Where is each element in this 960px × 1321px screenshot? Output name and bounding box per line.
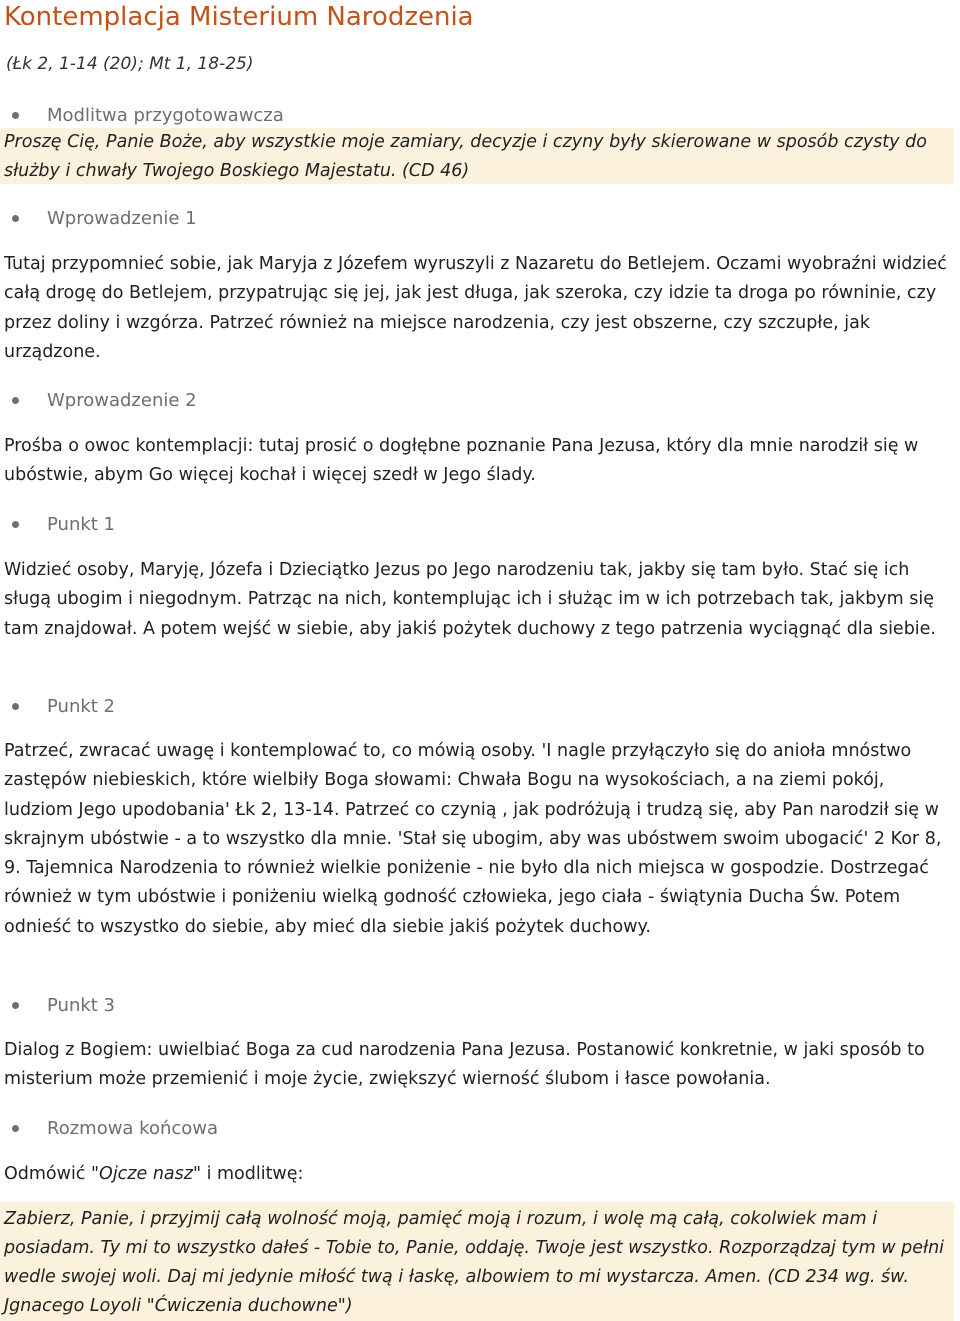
section-heading-label: Wprowadzenie 1 — [47, 207, 197, 229]
section-heading-wprowadzenie-1 — [12, 205, 197, 231]
bullet-icon — [12, 1002, 19, 1009]
closing-prayer-box — [0, 1202, 954, 1321]
preparatory-prayer-box — [0, 128, 954, 184]
bullet-icon — [12, 703, 19, 710]
section-text-wprowadzenie-1: Tutaj przypomnieć sobie, jak Maryja z Józefem wyruszyli z Nazaretu do Betlejem. Oczami wyobraźni widzieć całą drogę do Betlejem, przypatrując się jej, jak jest długa, jak szeroka, czy idzie ta droga po równinie, czy przez doliny i wzgórza. Patrzeć również na miejsce narodzenia, czy jest obszerne, czy szczupłe, jak urządzone. — [4, 254, 947, 362]
section-heading-label: Wprowadzenie 2 — [47, 389, 197, 411]
scripture-reference: (Łk 2, 1-14 (20); Mt 1, 18-25) — [6, 54, 254, 74]
closing-text-prefix: Odmówić — [4, 1164, 91, 1184]
bullet-icon — [12, 397, 19, 404]
section-text-punkt-3: Dialog z Bogiem: uwielbiać Boga za cud narodzenia Pana Jezusa. Postanowić konkretnie, w jaki sposób to misterium może przemienić i moje życie, zwiększyć wierność ślubom i łasce powołania. — [4, 1040, 925, 1090]
bullet-icon — [12, 112, 19, 119]
section-heading-modlitwa-przygotowawcza — [12, 102, 284, 128]
section-heading-label: Punkt 3 — [47, 994, 116, 1016]
preparatory-prayer-text: Proszę Cię, Panie Boże, aby wszystkie moje zamiary, decyzje i czyny były skierowane w sposób czysty do służby i chwały Twojego Boskiego Majestatu. (CD 46) — [4, 132, 927, 181]
section-text-punkt-2: Patrzeć, zwracać uwagę i kontemplować to, co mówią osoby. 'I nagle przyłączyło się do anioła mnóstwo zastępów niebieskich, które wielbiły Boga słowami: Chwała Bogu na wysokościach, a na ziemi pokój, ludziom Jego upodobania' Łk 2, 13-14. Patrzeć co czynią , jak podróżują i trudzą się, aby Pan narodził się w skrajnym ubóstwie - a to wszystko dla mnie. 'Stał się ubogim, aby was ubóstwem swoim ubogacić' 2 Kor 8, 9. Tajemnica Narodzenia to również wielkie poniżenie - nie było dla nich miejsca w gospodzie. Dostrzegać również w tym ubóstwie i poniżeniu wielką godność człowieka, jego ciała - świątynia Ducha Św. Potem odnieść to wszystko do siebie, aby mieć dla siebie jakiś pożytek duchowy. — [4, 741, 942, 937]
section-heading-label: Punkt 2 — [47, 695, 116, 717]
bullet-icon — [12, 1125, 19, 1132]
bullet-icon — [12, 521, 19, 528]
closing-prayer-text: Zabierz, Panie, i przyjmij całą wolność moją, pamięć moją i rozum, i wolę mą całą, cokolwiek mam i posiadam. Ty mi to wszystko dałeś - Tobie to, Panie, oddaję. Twoje jest wszystko. Rozporządzaj tym w pełni wedle swojej woli. Daj mi jedynie miłość twą i łaskę, albowiem to mi wystarcza. Amen. (CD 234 wg. św. Jgnacego Loyoli "Ćwiczenia duchowne") — [4, 1209, 945, 1316]
section-text-punkt-1: Widzieć osoby, Maryję, Józefa i Dzieciątko Jezus po Jego narodzeniu tak, jakby się tam było. Stać się ich sługą ubogim i niegodnym. Patrząc na nich, kontemplując ich i służąc im w ich potrzebach tak, jakbym się tam znajdował. A potem wejść w siebie, aby jakiś pożytek duchowy z tego patrzenia wyciągnąć dla siebie. — [4, 560, 936, 639]
section-heading-punkt-3 — [12, 992, 115, 1018]
closing-text-italic: "Ojcze nasz" — [91, 1164, 201, 1184]
section-heading-wprowadzenie-2 — [12, 387, 197, 413]
bullet-icon — [12, 215, 19, 222]
closing-text-suffix: i modlitwę: — [201, 1164, 304, 1184]
section-text-rozmowa-koncowa — [4, 1160, 954, 1189]
section-heading-punkt-1 — [12, 511, 115, 537]
section-heading-label: Rozmowa końcowa — [47, 1117, 219, 1139]
page-title: Kontemplacja Misterium Narodzenia — [4, 2, 474, 32]
section-text-wprowadzenie-2: Prośba o owoc kontemplacji: tutaj prosić o dogłębne poznanie Pana Jezusa, który dla mnie narodził się w ubóstwie, abym Go więcej kochał i więcej szedł w Jego ślady. — [4, 436, 919, 486]
section-heading-rozmowa-koncowa — [12, 1115, 218, 1141]
section-heading-label: Modlitwa przygotowawcza — [47, 104, 284, 126]
section-heading-punkt-2 — [12, 693, 115, 719]
section-heading-label: Punkt 1 — [47, 513, 116, 535]
